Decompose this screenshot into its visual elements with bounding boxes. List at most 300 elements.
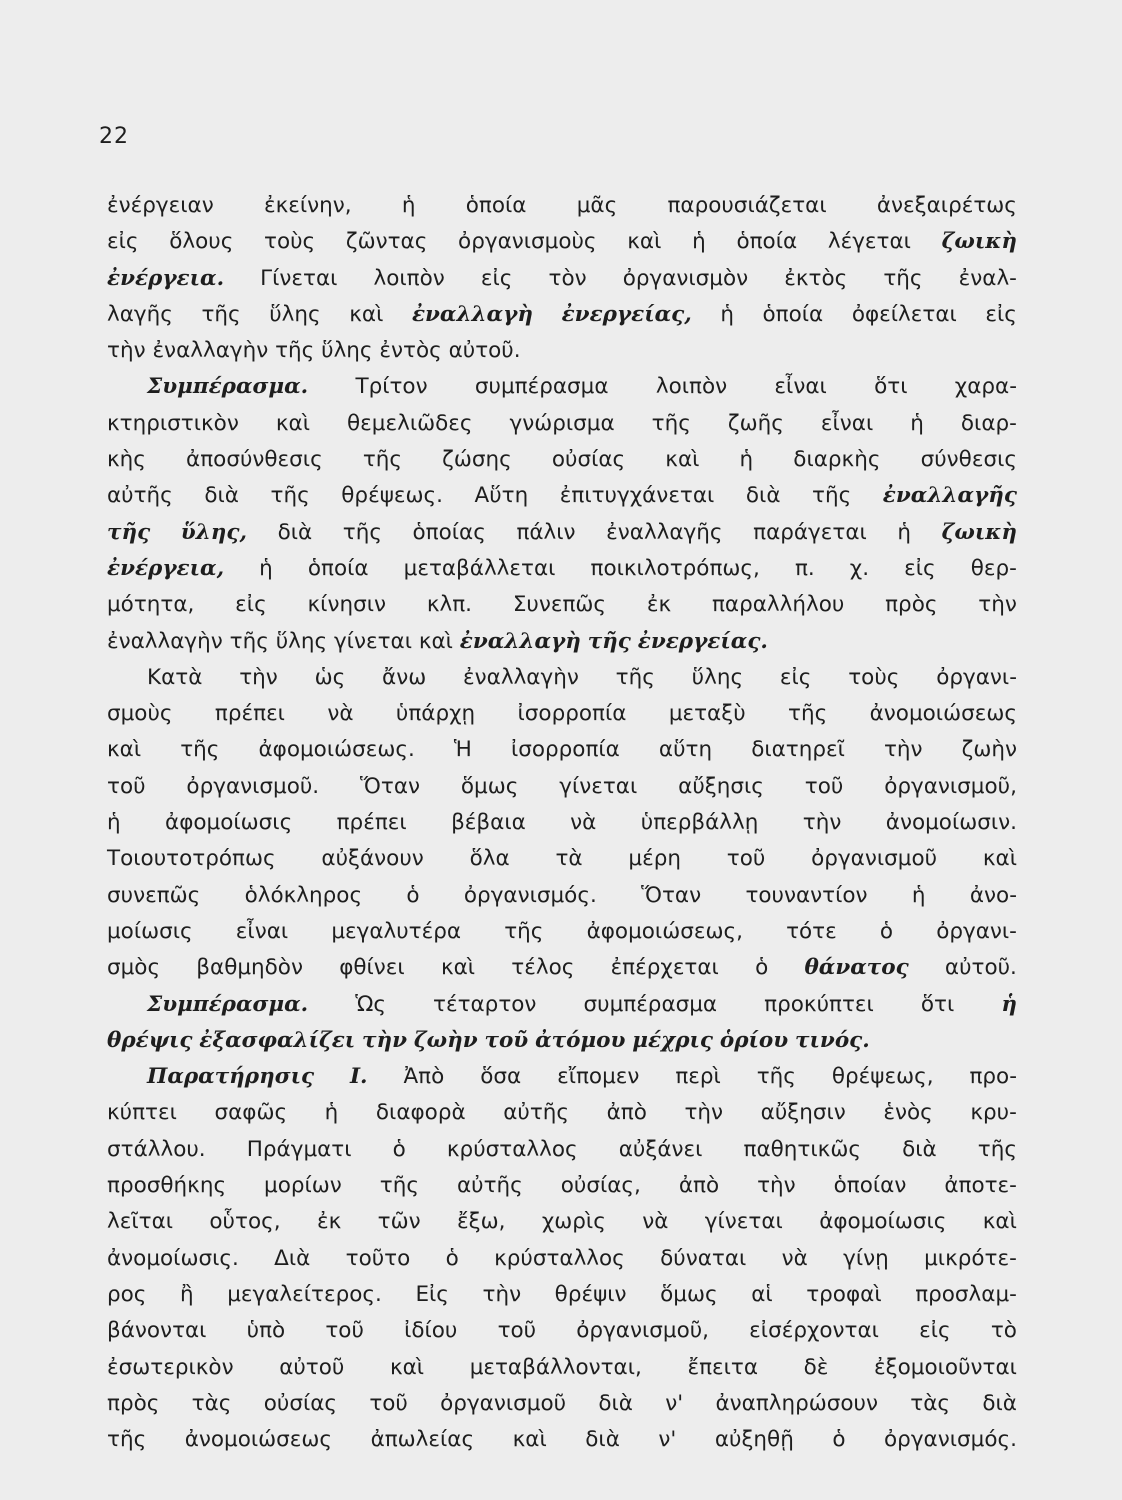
word: ἐναλλαγὴν <box>152 338 269 364</box>
text-line <box>107 732 1017 768</box>
word: ἔπειτα <box>687 1354 759 1380</box>
word: παρουσιάζεται <box>667 193 827 218</box>
word: Πράγματι <box>246 1136 352 1162</box>
word: ἡ <box>911 882 926 908</box>
word: κύπτει <box>107 1100 177 1126</box>
text-line <box>107 878 1017 914</box>
word: ὅμως <box>460 773 519 799</box>
word: ἐκείνην, <box>263 193 352 218</box>
word: ἀναπληρώσουν <box>715 1390 878 1416</box>
word: στάλλου. <box>107 1136 206 1162</box>
word: οὐσίας, <box>560 1173 641 1199</box>
emphasized-word: τινός. <box>795 1027 870 1053</box>
word: π. <box>794 555 815 581</box>
word: Αὕτη <box>474 483 529 509</box>
word: αὐξάνουν <box>321 846 424 872</box>
emphasized-word: ἐναλλαγὴ <box>411 301 533 327</box>
word: σαφῶς <box>214 1100 288 1126</box>
word: Ὅταν <box>641 882 702 908</box>
word: ἀπωλείας <box>370 1427 475 1453</box>
word: τῆς <box>275 338 315 364</box>
word: ἡ <box>401 193 416 218</box>
word: αὐτοῦ. <box>944 955 1017 981</box>
word: παθητικῶς <box>743 1136 861 1162</box>
word: τροφαὶ <box>806 1281 882 1307</box>
word: διαρκὴς <box>793 447 881 473</box>
word: κὴς <box>107 447 146 473</box>
emphasized-word: ἐνέργεια. <box>107 265 225 291</box>
word: τῆς <box>362 447 403 473</box>
word: ὀργανισμοῦ, <box>576 1318 709 1344</box>
word: ποικιλοτρόπως, <box>590 555 760 581</box>
text-line <box>107 1132 1017 1168</box>
emphasized-word: Παρατήρησις <box>147 1064 315 1090</box>
word: ὕλης <box>691 664 744 690</box>
word: κρύσταλλος <box>494 1245 625 1271</box>
word: μᾶς <box>576 193 618 218</box>
word: μότητα, <box>107 592 195 618</box>
body-text <box>107 188 1017 1458</box>
word: ζωῆς <box>727 410 784 436</box>
word: αἱ <box>751 1281 773 1307</box>
word: καὶ <box>627 229 662 255</box>
word: τοῦ <box>325 1318 364 1344</box>
word: Ὡς <box>355 991 386 1017</box>
word: Τοιουτοτρόπως <box>107 846 276 872</box>
word: διὰ <box>902 1136 937 1162</box>
word: διὰ <box>745 483 781 509</box>
text-line <box>107 333 1017 369</box>
emphasized-word: τοῦ <box>484 1027 529 1053</box>
word: ἢ <box>180 1281 194 1307</box>
word: γίνεται <box>559 773 638 799</box>
word: ἐπιτυγχάνεται <box>559 483 715 509</box>
emphasized-word: ὁρίου <box>719 1027 789 1053</box>
word: ἐκτὸς <box>784 265 848 291</box>
text-line <box>107 624 1017 660</box>
word: αὐτοῦ. <box>448 338 521 364</box>
emphasized-word: τῆς <box>587 628 631 654</box>
word: ν' <box>665 1390 684 1416</box>
word: λέγεται <box>827 229 911 255</box>
word: Γίνεται <box>260 265 338 291</box>
word: προσλαμ- <box>915 1281 1017 1307</box>
text-line <box>107 841 1017 877</box>
word: μορίων <box>264 1173 342 1199</box>
word: τὴν <box>757 1173 796 1199</box>
emphasized-word: ἀτόμου <box>535 1027 626 1053</box>
text-line <box>107 1059 1017 1095</box>
word: ζῶντας <box>345 229 428 255</box>
word: τὴν <box>883 737 923 763</box>
word: συμπέρασμα <box>583 991 718 1017</box>
word: καὶ <box>275 410 310 436</box>
word: αὐξηθῇ <box>714 1427 794 1453</box>
word: αὐτῆς <box>107 483 173 509</box>
word: καὶ <box>107 737 142 763</box>
emphasized-word: Συμπέρασμα. <box>147 991 309 1017</box>
word: ὕλης <box>275 628 328 654</box>
word: ὕλης <box>321 338 373 364</box>
word: εἰς <box>904 555 936 581</box>
word: ὀργανισμός. <box>463 882 597 908</box>
word: εἰς <box>107 229 139 255</box>
text-line <box>107 224 1017 260</box>
word: ὕλης <box>269 301 321 327</box>
text-line <box>107 515 1017 551</box>
word: ἀνομοίωσιν. <box>885 810 1017 836</box>
word: χαρα- <box>954 374 1017 400</box>
word: τὰς <box>191 1390 232 1416</box>
word: ἡ <box>910 410 924 436</box>
word: τὰς <box>910 1390 951 1416</box>
word: γίνεται <box>333 628 412 654</box>
word: κίνησιν <box>307 592 386 618</box>
word: Τρίτον <box>355 374 428 400</box>
text-line <box>107 950 1017 986</box>
word: ἄνω <box>382 664 427 690</box>
text-line <box>107 188 1017 224</box>
emphasized-word: θάνατος <box>804 955 909 981</box>
word: πρέπει <box>214 701 285 727</box>
word: μέρη <box>628 846 681 872</box>
text-line <box>107 1313 1017 1349</box>
word: λοιπὸν <box>373 265 445 291</box>
word: αὐξάνει <box>618 1136 703 1162</box>
word: τὸ <box>990 1318 1017 1344</box>
word: ἰσορροπία <box>510 737 620 763</box>
word: ἰδίου <box>404 1318 458 1344</box>
word: βαθμηδὸν <box>196 955 303 981</box>
word: διὰ <box>204 483 239 509</box>
word: πρὸς <box>107 1390 160 1416</box>
word: ὀργανισμοῦ <box>811 846 938 872</box>
word: λοιπὸν <box>655 374 728 400</box>
page-number: 22 <box>99 124 129 149</box>
word: τῆς <box>107 1427 147 1453</box>
word: προκύπτει <box>764 991 874 1017</box>
word: ἰσορροπία <box>517 701 627 727</box>
word: οὗτος, <box>209 1209 281 1235</box>
word: τὴν <box>978 592 1017 618</box>
word: ὀργανισμὸν <box>622 265 749 291</box>
word: ἀνεξαιρέτως <box>876 193 1017 218</box>
word: ἀποσύνθεσις <box>186 447 323 473</box>
text-line <box>107 1168 1017 1204</box>
word: ὁλόκληρος <box>244 882 363 908</box>
word: νὰ <box>642 1209 669 1235</box>
word: τῆς <box>788 701 828 727</box>
word: κτηριστικὸν <box>107 410 239 436</box>
word: γίνεται <box>704 1209 783 1235</box>
word: ὁ <box>406 882 420 908</box>
text-line <box>107 261 1017 297</box>
word: ἀφομοίωσις <box>819 1209 947 1235</box>
word: λαγῆς <box>107 301 173 327</box>
word: μεταβάλλονται, <box>469 1354 642 1380</box>
word: Ὅταν <box>360 773 421 799</box>
word: ἀνο- <box>969 882 1017 908</box>
word: αὔξησιν <box>760 1100 846 1126</box>
text-line <box>107 1241 1017 1277</box>
word: καὶ <box>665 447 700 473</box>
word: διαρ- <box>960 410 1017 436</box>
word: τῆς <box>229 628 269 654</box>
text-line <box>107 1023 1017 1059</box>
word: καὶ <box>512 1427 547 1453</box>
word: αὐτῆς <box>503 1100 570 1126</box>
emphasized-word: ἐνεργείας, <box>561 301 692 327</box>
word: ὁποία <box>307 555 369 581</box>
word: ὑπὸ <box>246 1318 286 1344</box>
word: ὁποία <box>736 229 798 255</box>
word: εἰς <box>985 301 1017 327</box>
word: αὔξησις <box>678 773 764 799</box>
word: ἐξομοιοῦνται <box>874 1354 1017 1380</box>
word: τῶν <box>377 1209 421 1235</box>
word: ἐπέρχεται <box>610 955 719 981</box>
text-line <box>107 1422 1017 1458</box>
emphasized-word: ἐξασφαλίζει <box>199 1027 356 1053</box>
word: ὅσα <box>480 1064 522 1090</box>
word: εἶναι <box>820 410 874 436</box>
word: ἔξω, <box>457 1209 506 1235</box>
word: χωρὶς <box>541 1209 606 1235</box>
text-line <box>107 1277 1017 1313</box>
word: τῆς <box>756 1064 796 1090</box>
word: τὸν <box>548 265 587 291</box>
word: τὴν <box>802 810 842 836</box>
word: μικρότε- <box>924 1245 1017 1271</box>
word: καὶ <box>349 301 384 327</box>
word: τοῦ <box>369 1390 408 1416</box>
emphasized-word: ὕλης, <box>180 519 247 545</box>
word: κρυ- <box>970 1100 1017 1126</box>
text-line <box>107 587 1017 623</box>
word: καὶ <box>982 1209 1017 1235</box>
word: τοῦ <box>497 1318 537 1344</box>
word: ὁ <box>755 955 769 981</box>
word: ἐναλ- <box>958 265 1017 291</box>
text-line <box>107 478 1017 514</box>
word: γίνῃ <box>843 1245 889 1271</box>
word: ὁποίαν <box>833 1173 907 1199</box>
word: τουναντίον <box>745 882 868 908</box>
word: ἡ <box>739 447 754 473</box>
word: ὑπάρχῃ <box>395 701 476 727</box>
text-line <box>107 406 1017 442</box>
word: νὰ <box>570 810 597 836</box>
word: εἶναι <box>235 918 289 944</box>
word: μεταβάλλεται <box>403 555 556 581</box>
word: ἀνομοιώσεως <box>184 1427 333 1453</box>
word: μοίωσις <box>107 918 193 944</box>
word: σμοὺς <box>107 701 173 727</box>
word: τῆς <box>615 664 655 690</box>
word: νὰ <box>327 701 354 727</box>
text-line <box>107 914 1017 950</box>
word: εἴπομεν <box>557 1064 640 1090</box>
word: σύνθεσις <box>920 447 1017 473</box>
word: τοῦ <box>107 773 146 799</box>
word: κρύσταλλος <box>446 1136 578 1162</box>
word: ἡ <box>897 519 912 545</box>
word: μεγαλυτέρα <box>331 918 462 944</box>
word: ἀφομοιώσεως, <box>586 918 743 944</box>
word: οὐσίας <box>263 1390 338 1416</box>
word: ὁποία <box>465 193 527 218</box>
word: τῆς <box>379 1173 419 1199</box>
word: καὶ <box>389 1354 425 1380</box>
word: ἐναλλαγὴν <box>463 664 579 690</box>
text-line <box>107 1386 1017 1422</box>
word: σμὸς <box>107 955 161 981</box>
word: ἐναλλαγὴν <box>107 628 223 654</box>
word: τοῦτο <box>345 1245 411 1271</box>
word: ὅμως <box>660 1281 718 1307</box>
word: ἐσωτερικὸν <box>107 1354 234 1380</box>
word: ἡ <box>324 1100 339 1126</box>
word: ἀπὸ <box>606 1100 647 1126</box>
word: καὶ <box>982 846 1017 872</box>
word: ὅλα <box>469 846 510 872</box>
word: τῆς <box>651 410 691 436</box>
text-line <box>107 1204 1017 1240</box>
word: τότε <box>786 918 837 944</box>
word: τὴν <box>482 1281 522 1307</box>
word: ἐκ <box>316 1209 342 1235</box>
word: ἀνομοιώσεως <box>869 701 1017 727</box>
word: τὴν <box>684 1100 724 1126</box>
emphasized-word: μέχρις <box>632 1027 714 1053</box>
word: ὅτι <box>874 374 908 400</box>
word: ὀργανισμοῦ. <box>186 773 320 799</box>
emphasized-word: ζωικὴ <box>941 519 1017 545</box>
word: εἰς <box>235 592 267 618</box>
emphasized-word: ἐναλλαγὴ <box>459 628 581 654</box>
word: ἀπὸ <box>678 1173 720 1199</box>
word: ἀποτε- <box>944 1173 1017 1199</box>
text-line <box>107 1095 1017 1131</box>
word: εἰς <box>919 1318 951 1344</box>
word: ὀργανισμοῦ <box>440 1390 567 1416</box>
word: ὀργανι- <box>936 664 1017 690</box>
word: καὶ <box>418 628 453 654</box>
word: παράγεται <box>753 519 867 545</box>
word: συμπέρασμα <box>474 374 609 400</box>
word: λεῖται <box>107 1209 174 1235</box>
text-line <box>107 551 1017 587</box>
word: ὡς <box>314 664 346 690</box>
word: ὁ <box>392 1136 406 1162</box>
word: τέλος <box>511 955 575 981</box>
word: τὴν <box>107 338 146 364</box>
word: ὁ <box>445 1245 459 1271</box>
word: διὰ <box>982 1390 1017 1416</box>
word: διὰ <box>598 1390 633 1416</box>
word: ρος <box>107 1281 147 1307</box>
emphasized-word: ἡ <box>1001 991 1017 1017</box>
word: ἐντὸς <box>379 338 442 364</box>
word: θρέψιν <box>554 1281 627 1307</box>
word: εἰς <box>480 265 513 291</box>
text-line <box>107 1350 1017 1386</box>
emphasized-word: ἐνέργεια, <box>107 555 225 581</box>
emphasized-word: ἐνεργείας. <box>637 628 768 654</box>
word: πρέπει <box>336 810 407 836</box>
word: ἀνομοίωσις. <box>107 1245 239 1271</box>
word: αὕτη <box>658 737 713 763</box>
word: ὀργανισμοὺς <box>458 229 597 255</box>
emphasized-word: ἐναλλαγῆς <box>882 483 1017 509</box>
word: ὀργανι- <box>936 918 1017 944</box>
word: τοὺς <box>848 664 900 690</box>
word: ὁ <box>879 918 894 944</box>
emphasized-word: ζωὴν <box>413 1027 478 1053</box>
word: δύναται <box>660 1245 747 1271</box>
word: ζώσης <box>442 447 512 473</box>
word: τῆς <box>504 918 544 944</box>
word: πάλιν <box>516 519 576 545</box>
emphasized-word: I. <box>350 1064 368 1090</box>
word: θερ- <box>970 555 1017 581</box>
word: προσθήκης <box>107 1173 227 1199</box>
word: πρὸς <box>885 592 938 618</box>
word: τοῦ <box>726 846 766 872</box>
word: ζωὴν <box>961 737 1017 763</box>
word: διατηρεῖ <box>751 737 845 763</box>
word: δὲ <box>803 1354 829 1380</box>
text-line <box>107 805 1017 841</box>
word: τῆς <box>342 519 382 545</box>
word: ἐκ <box>646 592 672 618</box>
word: αὐτοῦ <box>279 1354 345 1380</box>
word: γνώρισμα <box>509 410 615 436</box>
word: ὀργανισμός. <box>884 1427 1017 1453</box>
word: ὅλους <box>169 229 234 255</box>
word: τὰ <box>555 846 583 872</box>
word: μεταξὺ <box>668 701 746 727</box>
word: ὅτι <box>920 991 955 1017</box>
word: τῆς <box>812 483 852 509</box>
emphasized-word: θρέψις <box>107 1027 193 1053</box>
emphasized-word: τῆς <box>107 519 151 545</box>
word: εἰς <box>779 664 812 690</box>
word: αὐτῆς <box>456 1173 523 1199</box>
word: τοὺς <box>264 229 316 255</box>
text-line <box>107 769 1017 805</box>
word: ἐναλλαγῆς <box>606 519 723 545</box>
word: εἶναι <box>774 374 827 400</box>
text-line <box>107 696 1017 732</box>
word: ἀφομοίωσις <box>165 810 293 836</box>
word: Συνεπῶς <box>512 592 607 618</box>
word: τῆς <box>180 737 220 763</box>
word: μεγαλείτερος. <box>227 1281 382 1307</box>
word: τέταρτον <box>433 991 537 1017</box>
word: τῆς <box>977 1136 1017 1162</box>
word: τῆς <box>883 265 923 291</box>
word: καὶ <box>440 955 476 981</box>
word: ὀργανισμοῦ, <box>884 773 1017 799</box>
emphasized-word: τὴν <box>362 1027 408 1053</box>
word: προ- <box>969 1064 1017 1090</box>
word: θεμελιῶδες <box>347 410 473 436</box>
word: ἀφομοιώσεως. <box>258 737 415 763</box>
word: νὰ <box>781 1245 808 1271</box>
word: εἰσέρχονται <box>749 1318 879 1344</box>
word: Διὰ <box>274 1245 311 1271</box>
